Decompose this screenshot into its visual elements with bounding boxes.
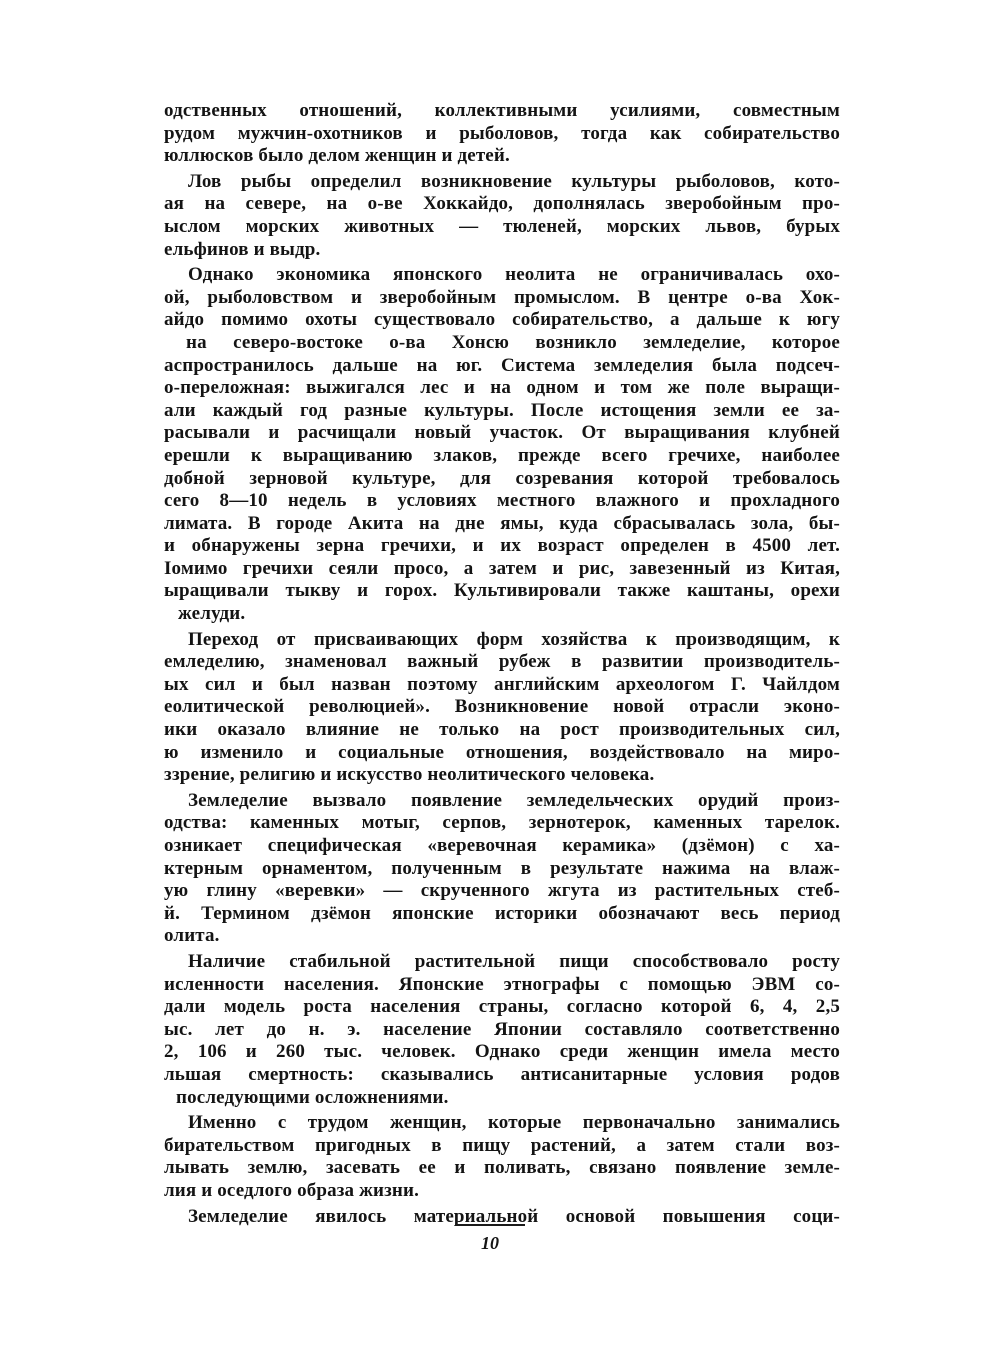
text-line: Наличие стабильной растительной пищи способствовало росту [188, 950, 840, 972]
page-body [164, 100, 840, 1231]
text-line: 2, 106 и 260 тыс. человек. Однако среди женщин имела место [164, 1041, 840, 1063]
text-line: айдо помимо охоты существовало собирательство, а дальше к югу [164, 309, 840, 331]
text-line: Земледелие явилось материальной основой повышения соци- [188, 1205, 840, 1227]
text-line: одства: каменных мотыг, серпов, зернотерок, каменных тарелок. [164, 812, 840, 834]
paragraph-2 [164, 171, 840, 261]
text-line: исленности населения. Японские этнографы с помощью ЭВМ со- [164, 973, 840, 995]
text-line: юллюсков было делом женщин и детей. [164, 145, 510, 167]
text-line: олита. [164, 925, 220, 947]
text-line: и обнаружены зерна гречихи, и их возраст определен в 4500 лет. [164, 535, 840, 557]
paragraph-7 [164, 1112, 840, 1202]
paragraph-4 [164, 629, 840, 787]
text-line: ктерным орнаментом, полученным в результате нажима на влаж- [164, 857, 840, 879]
text-line: одственных отношений, коллективными усилиями, совместным [164, 100, 840, 121]
text-line: рудом мужчин-охотников и рыболовов, тогда как собирательство [164, 122, 840, 144]
paragraph-6 [164, 951, 840, 1109]
text-line: желуди. [178, 603, 246, 625]
text-line: последующими осложнениями. [176, 1086, 449, 1108]
paragraph-1 [164, 100, 840, 168]
text-line: лимата. В городе Акита на дне ямы, куда сбрасывалась зола, бы- [164, 512, 840, 534]
text-line: Лов рыбы определил возникновение культуры рыболовов, кото- [188, 170, 840, 192]
page-number: 10 [481, 1233, 499, 1253]
text-line: Однако экономика японского неолита не ограничивалась охо- [188, 264, 840, 286]
text-line: льшая смертность: сказывались антисанитарные условия родов [164, 1063, 840, 1085]
text-line: Іомимо гречихи сеяли просо, а затем и рис, завезенный из Китая, [164, 557, 840, 579]
text-line: ю изменило и социальные отношения, воздействовало на миро- [164, 741, 840, 763]
text-line: о-переложная: выжигался лес и на одном и том же поле выращи- [164, 377, 840, 399]
text-line: али каждый год разные культуры. После истощения земли ее за- [164, 399, 840, 421]
text-line: Переход от присваивающих форм хозяйства к производящим, к [188, 628, 840, 650]
text-line: расывали и расчищали новый участок. От выращивания клубней [164, 422, 840, 444]
paragraph-3 [164, 264, 840, 626]
text-line: лывать землю, засевать ее и поливать, связано появление земле- [164, 1157, 840, 1179]
text-line: дали модель роста населения страны, согласно которой 6, 4, 2,5 [164, 996, 840, 1018]
text-line: лия и оседлого образа жизни. [164, 1179, 420, 1201]
text-line: озникает специфическая «веревочная керамика» (дзёмон) с ха- [164, 835, 840, 856]
text-line: аспространилось дальше на юг. Система земледелия была подсеч- [164, 354, 840, 376]
text-line: й. Термином дзёмон японские историки обозначают весь период [164, 902, 840, 924]
text-line: ой, рыболовством и зверобойным промыслом. В центре о-ва Хок- [164, 286, 840, 308]
text-line: ыращивали тыкву и горох. Культивировали также каштаны, орехи [164, 580, 840, 602]
text-line: ыслом морских животных — тюленей, морских львов, бурых [164, 215, 840, 237]
text-line: на северо-востоке о-ва Хонсю возникло земледелие, которое [186, 331, 840, 353]
text-line: ых сил и был назван поэтому английским археологом Г. Чайлдом [164, 673, 840, 695]
text-line: ики оказало влияние не только на рост производительных сил, [164, 719, 840, 741]
text-line: Земледелие вызвало появление земледельческих орудий произ- [188, 789, 840, 811]
text-line: бирательством пригодных в пищу растений, а затем стали воз- [164, 1134, 840, 1156]
text-line: ззрение, религию и искусство неолитического человека. [164, 764, 655, 786]
text-line: ерешли к выращиванию злаков, прежде всего гречихе, наиболее [164, 444, 840, 466]
text-line: еолитической революцией». Возникновение новой отрасли эконо- [164, 696, 840, 718]
paragraph-5 [164, 790, 840, 948]
text-line: ая на севере, на о-ве Хоккайдо, дополнялась зверобойным про- [164, 193, 840, 215]
text-line: емледелию, знаменовал важный рубеж в развитии производитель- [164, 651, 840, 673]
text-line: ую глину «веревки» — скрученного жгута из растительных стеб- [164, 880, 840, 902]
text-line: Именно с трудом женщин, которые первоначально занимались [188, 1112, 840, 1134]
text-line: ыс. лет до н. э. население Японии составляло соответственно [164, 1018, 840, 1040]
text-line: сего 8—10 недель в условиях местного влажного и прохладного [164, 490, 840, 512]
page-number-rule [455, 1224, 525, 1226]
text-line: ельфинов и выдр. [164, 238, 321, 260]
text-line: добной зерновой культуре, для созревания которой требовалось [164, 467, 840, 489]
